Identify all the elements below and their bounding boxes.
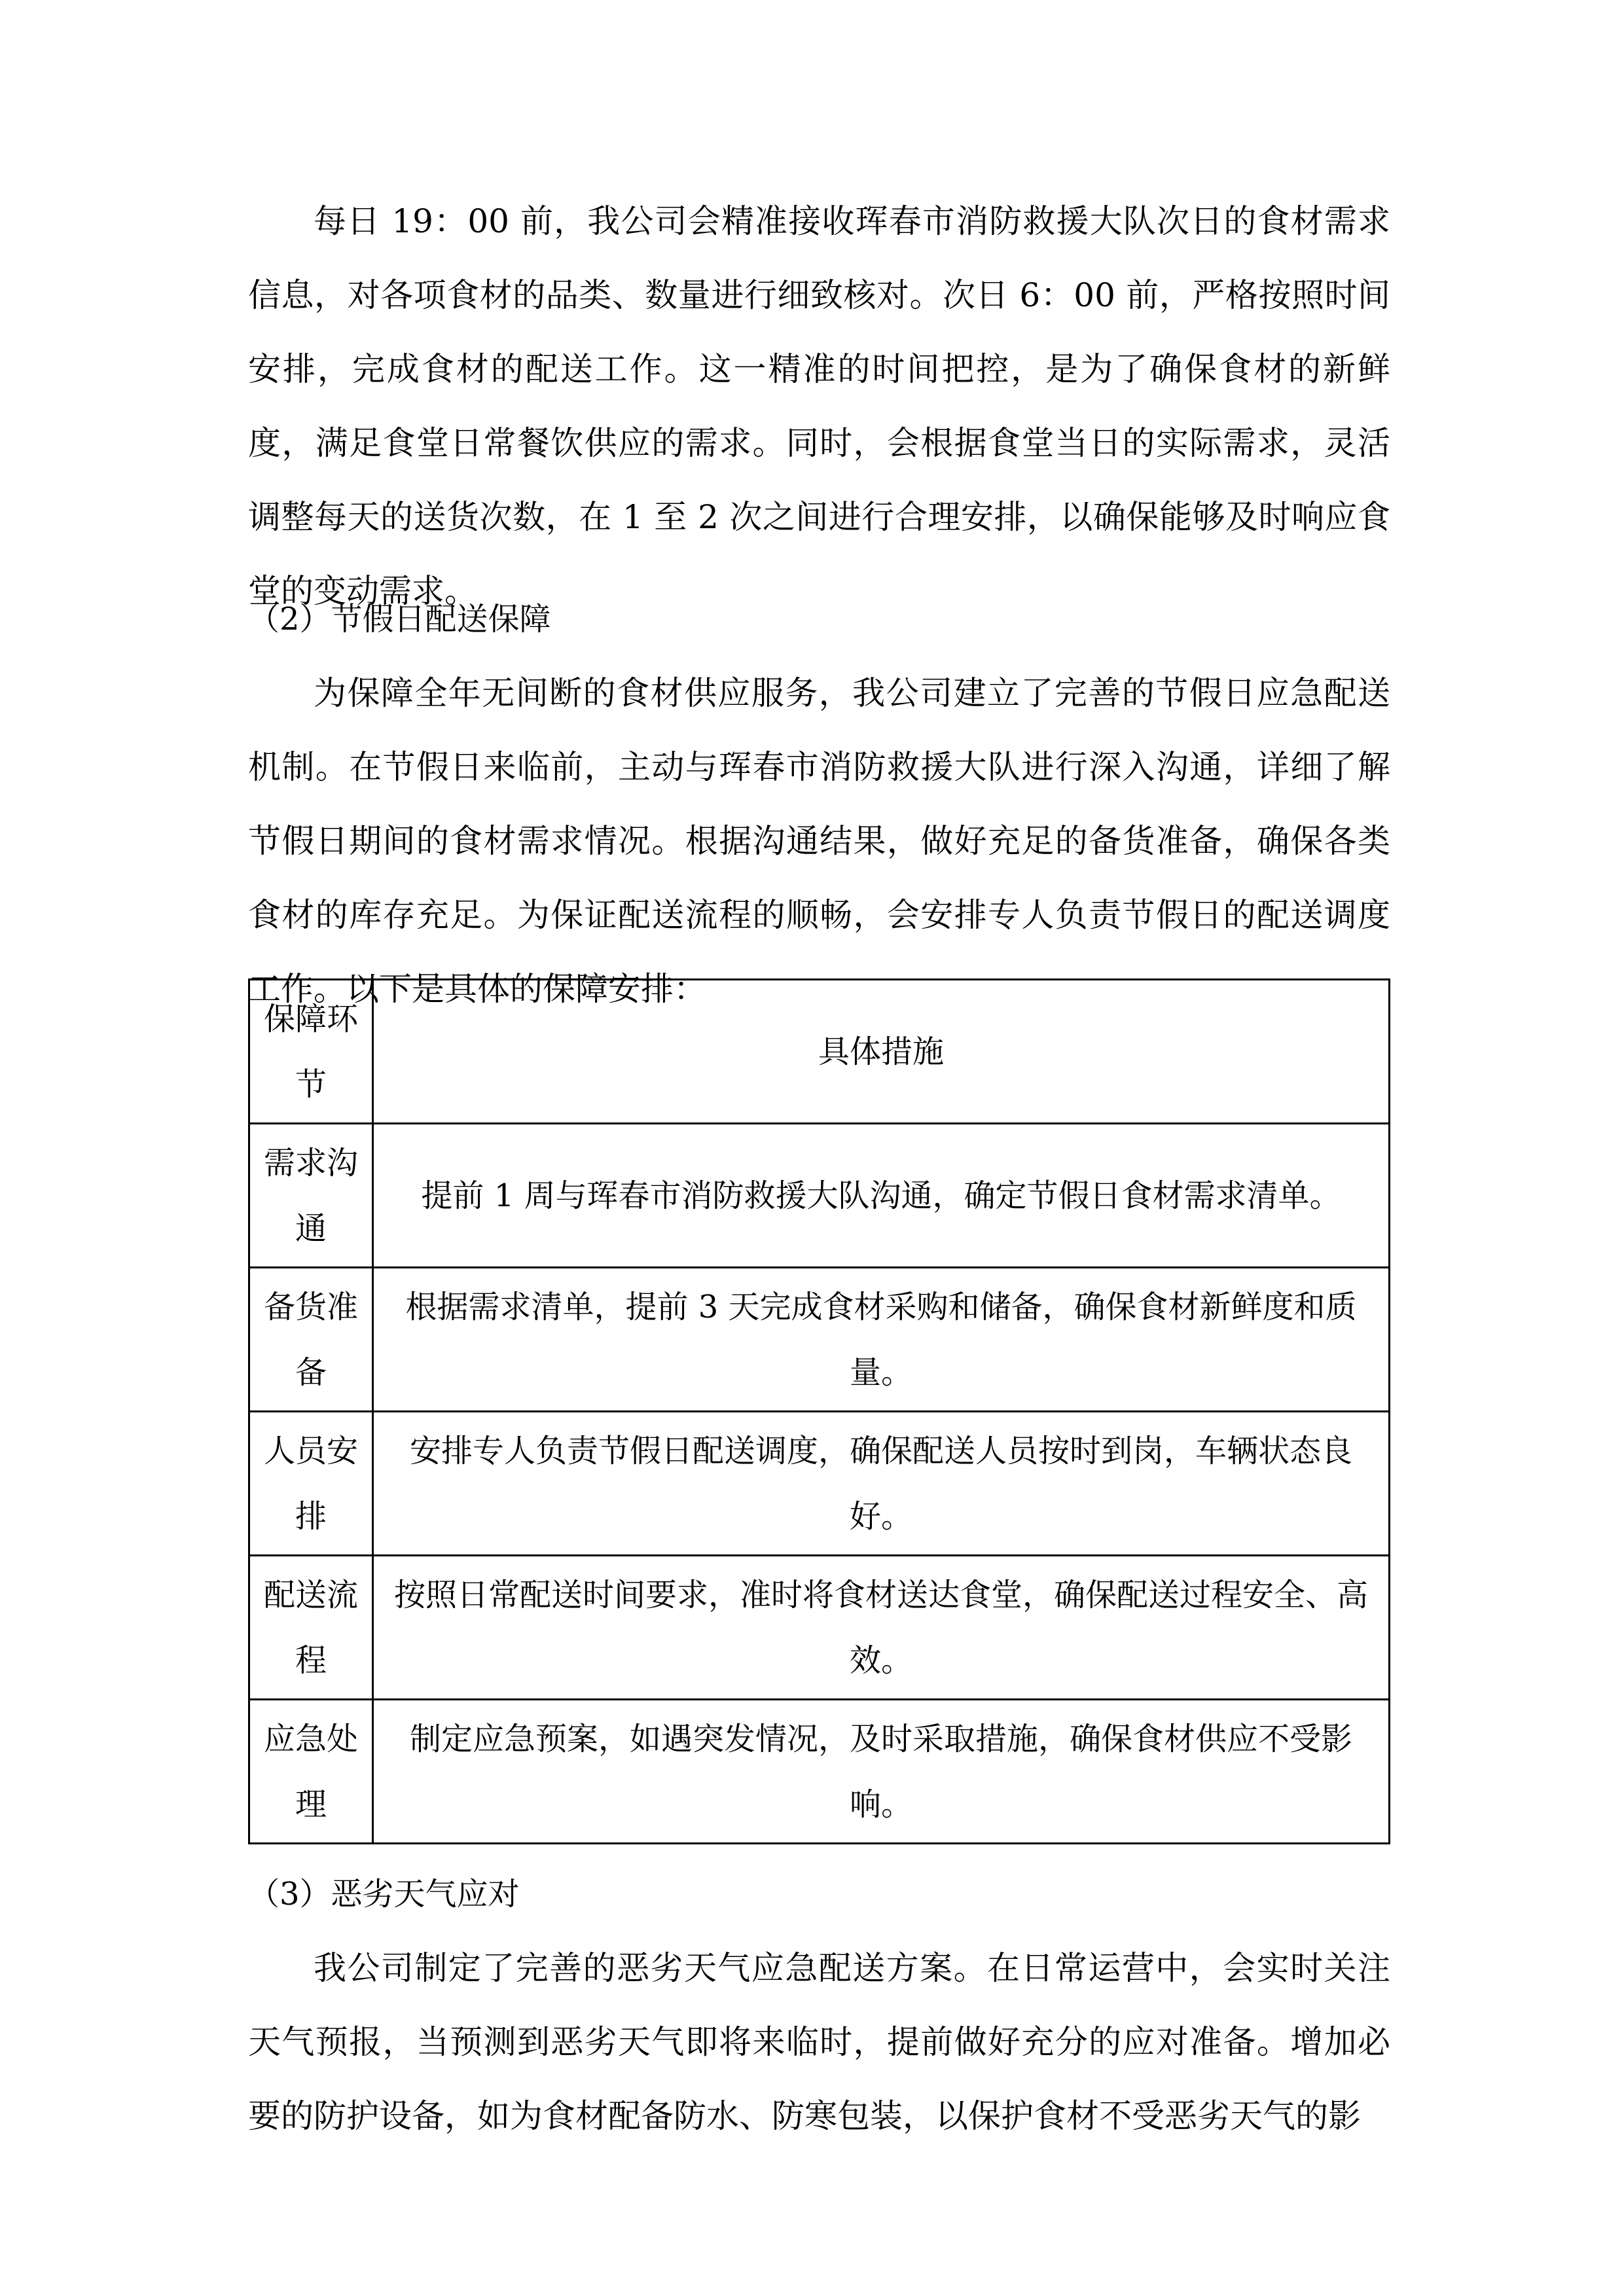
cell-stage: 备货准备 (249, 1268, 373, 1412)
table-row (249, 1556, 1390, 1700)
cell-measure: 按照日常配送时间要求，准时将食材送达食堂，确保配送过程安全、高效。 (373, 1556, 1390, 1700)
cell-stage: 人员安排 (249, 1412, 373, 1556)
cell-stage: 应急处理 (249, 1700, 373, 1844)
paragraph-holiday-delivery: 为保障全年无间断的食材供应服务，我公司建立了完善的节假日应急配送机制。在节假日来临前，主动与珲春市消防救援大队进行深入沟通，详细了解节假日期间的食材需求情况。根据沟通结果，做好充足的备货准备，确保各类食材的库存充足。为保证配送流程的顺畅，会安排专人负责节假日的配送调度工作。以下是具体的保障安排： (248, 674, 1390, 1008)
cell-stage: 需求沟通 (249, 1124, 373, 1268)
header-cell-measures: 具体措施 (373, 980, 1390, 1124)
paragraph-daily-delivery: 每日 19：00 前，我公司会精准接收珲春市消防救援大队次日的食材需求信息，对各项食材的品类、数量进行细致核对。次日 6：00 前，严格按照时间安排，完成食材的配送工作。这一精准的时间把控，是为了确保食材的新鲜度，满足食堂日常餐饮供应的需求。同时，会根据食堂当日的实际需求，灵活调整每天的送货次数，在 1 至 2 次之间进行合理安排，以确保能够及时响应食堂的变动需求。 (248, 202, 1390, 610)
holiday-guarantee-table (248, 978, 1390, 1844)
table-header-row (249, 980, 1390, 1124)
heading-bad-weather: （3）恶劣天气应对 (248, 1876, 520, 1912)
table-row (249, 1412, 1390, 1556)
cell-measure: 提前 1 周与珲春市消防救援大队沟通，确定节假日食材需求清单。 (373, 1124, 1390, 1268)
paragraph-bad-weather: 我公司制定了完善的恶劣天气应急配送方案。在日常运营中，会实时关注天气预报，当预测到恶劣天气即将来临时，提前做好充分的应对准备。增加必要的防护设备，如为食材配备防水、防寒包装，以保护食材不受恶劣天气的影 (248, 1949, 1390, 2135)
cell-measure: 安排专人负责节假日配送调度，确保配送人员按时到岗，车辆状态良好。 (373, 1412, 1390, 1556)
cell-stage: 配送流程 (249, 1556, 373, 1700)
cell-measure: 制定应急预案，如遇突发情况，及时采取措施，确保食材供应不受影响。 (373, 1700, 1390, 1844)
table-row (249, 1700, 1390, 1844)
table-row (249, 1268, 1390, 1412)
cell-measure: 根据需求清单，提前 3 天完成食材采购和储备，确保食材新鲜度和质量。 (373, 1268, 1390, 1412)
table-row (249, 1124, 1390, 1268)
heading-holiday-delivery: （2）节假日配送保障 (248, 601, 551, 637)
header-cell-stage: 保障环节 (249, 980, 373, 1124)
